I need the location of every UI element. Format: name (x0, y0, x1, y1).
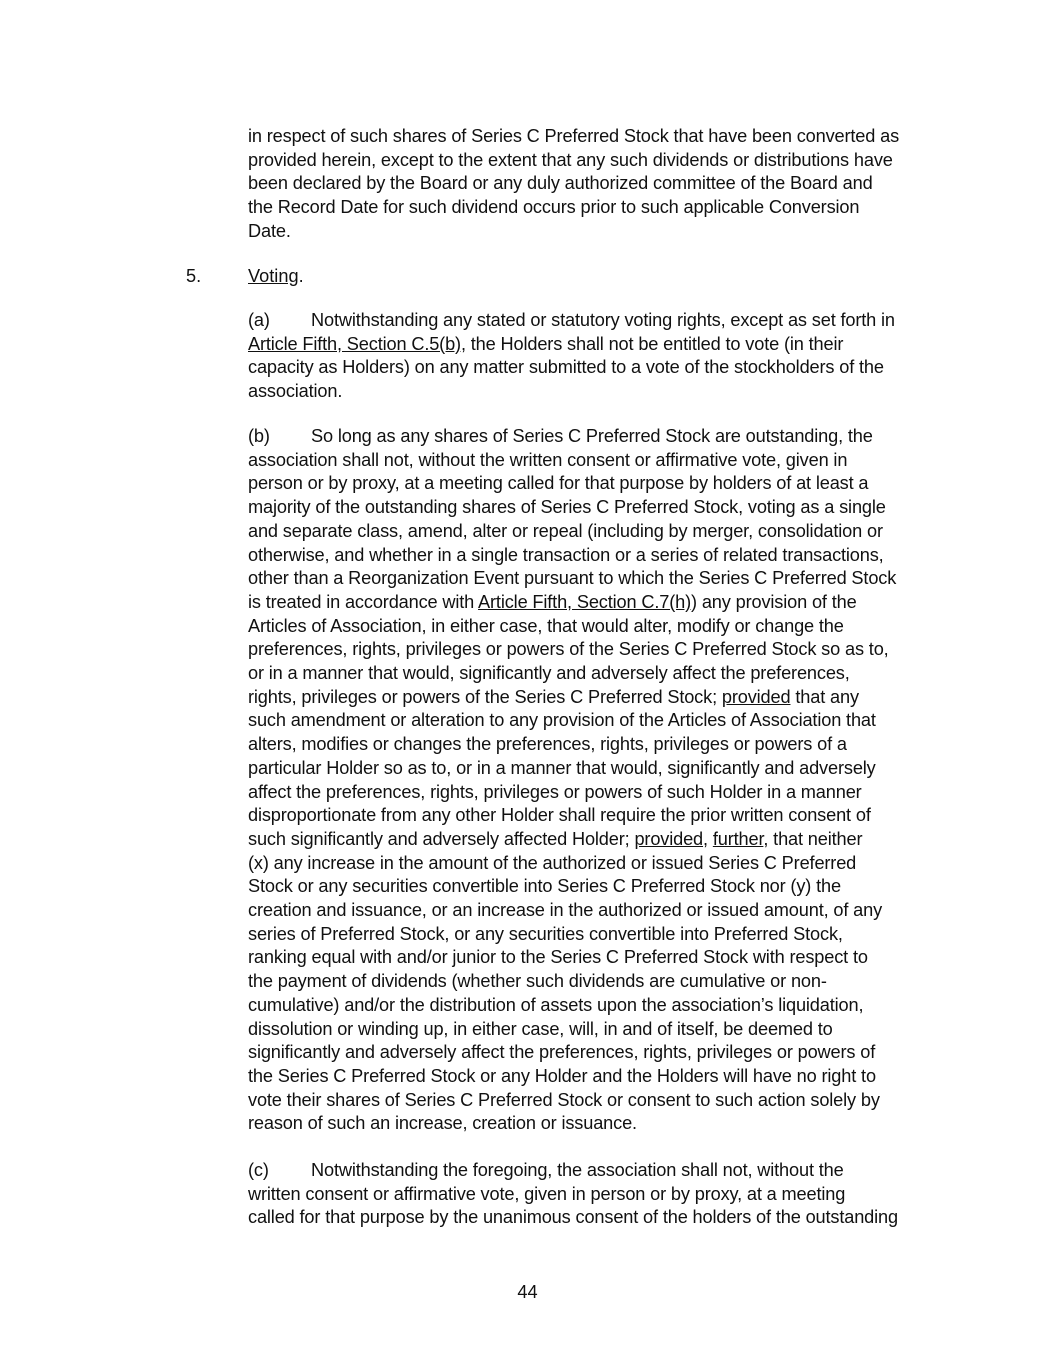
paragraph-label: (a) (248, 310, 270, 330)
text-span: rights, privileges or powers of the Series C Preferred Stock; (248, 686, 722, 707)
text-line: series of Preferred Stock, or any securities convertible into Preferred Stock, (248, 923, 843, 944)
text-line: vote their shares of Series C Preferred Stock or consent to such action solely by (248, 1089, 880, 1110)
text-span: , (703, 828, 713, 849)
text-line: the Series C Preferred Stock or any Holder and the Holders will have no right to (248, 1065, 876, 1086)
paragraph-b (248, 425, 938, 1136)
text-line (248, 425, 938, 449)
text-line: majority of the outstanding shares of Series C Preferred Stock, voting as a single (248, 497, 886, 518)
text-line: Date. (248, 220, 291, 241)
text-line (248, 591, 938, 615)
text-line: and separate class, amend, alter or repeal (including by merger, consolidation or (248, 520, 883, 541)
text-line: otherwise, and whether in a single transaction or a series of related transactions, (248, 544, 884, 565)
text-line: such amendment or alteration to any provision of the Articles of Association that (248, 710, 876, 731)
text-line: particular Holder so as to, or in a manner that would, significantly and adversely (248, 757, 876, 778)
text-line: written consent or affirmative vote, given in person or by proxy, at a meeting (248, 1183, 846, 1204)
text-line (248, 333, 938, 357)
text-span: , that neither (763, 828, 863, 849)
text-line: other than a Reorganization Event pursuant to which the Series C Preferred Stock (248, 568, 897, 589)
text-line: the payment of dividends (whether such dividends are cumulative or non- (248, 971, 827, 992)
intro-paragraph (248, 125, 938, 244)
text-line: association shall not, without the written consent or affirmative vote, given in (248, 449, 848, 470)
text-line: ranking equal with and/or junior to the Series C Preferred Stock with respect to (248, 947, 868, 968)
text-span: is treated in accordance with (248, 591, 479, 612)
section-title: Voting (248, 266, 299, 286)
text-line: Stock or any securities convertible into Series C Preferred Stock nor (y) the (248, 876, 841, 897)
section-number: 5. (186, 266, 202, 286)
text-span: Notwithstanding the foregoing, the association shall not, without the (311, 1160, 844, 1180)
text-line: affect the preferences, rights, privileges or powers of such Holder in a manner (248, 781, 862, 802)
text-line: provided herein, except to the extent that any such dividends or distributions have (248, 149, 893, 170)
page-number: 44 (517, 1282, 538, 1302)
section-title-suffix: . (298, 266, 304, 286)
text-line (248, 309, 938, 333)
paragraph-a (248, 309, 938, 404)
text-line: reason of such an increase, creation or issuance. (248, 1113, 637, 1134)
text-line (248, 828, 938, 852)
paragraph-label: (b) (248, 426, 270, 446)
paragraph-label: (c) (248, 1160, 269, 1180)
text-span: So long as any shares of Series C Preferred Stock are outstanding, the (311, 426, 873, 446)
text-line: dissolution or winding up, in either case, will, in and of itself, be deemed to (248, 1018, 833, 1039)
text-span: ) any provision of the (691, 591, 857, 612)
cross-reference: Article Fifth, Section C.7(h) (478, 591, 692, 612)
paragraph-c (248, 1159, 938, 1230)
text-line: alters, modifies or changes the preferences, rights, privileges or powers of a (248, 734, 847, 755)
text-line: person or by proxy, at a meeting called for that purpose by holders of at least a (248, 473, 869, 494)
text-line: creation and issuance, or an increase in the authorized or issued amount, of any (248, 900, 883, 921)
text-line (248, 686, 938, 710)
text-line: association. (248, 381, 343, 402)
underlined-term: further (712, 828, 764, 849)
text-line: been declared by the Board or any duly authorized committee of the Board and (248, 173, 873, 194)
text-span: , the Holders shall not be entitled to vote (in their (460, 333, 844, 354)
underlined-term: provided (634, 828, 704, 849)
text-line: called for that purpose by the unanimous consent of the holders of the outstanding (248, 1207, 898, 1228)
text-span: that any (790, 686, 859, 707)
section-heading (248, 265, 304, 289)
text-line (248, 1159, 938, 1183)
text-span: Notwithstanding any stated or statutory voting rights, except as set forth in (311, 310, 895, 330)
cross-reference: Article Fifth, Section C.5(b) (248, 333, 461, 354)
text-line: capacity as Holders) on any matter submitted to a vote of the stockholders of the (248, 357, 884, 378)
text-line: in respect of such shares of Series C Preferred Stock that have been converted as (248, 126, 900, 146)
text-line: (x) any increase in the amount of the authorized or issued Series C Preferred (248, 852, 857, 873)
underlined-term: provided (721, 686, 791, 707)
text-line: Articles of Association, in either case, that would alter, modify or change the (248, 615, 844, 636)
text-span: such significantly and adversely affected Holder; (248, 828, 635, 849)
text-line: disproportionate from any other Holder shall require the prior written consent of (248, 805, 871, 826)
text-line: the Record Date for such dividend occurs prior to such applicable Conversion (248, 197, 860, 218)
text-line: significantly and adversely affect the preferences, rights, privileges or powers of (248, 1042, 876, 1063)
text-line: cumulative) and/or the distribution of assets upon the association’s liquidation, (248, 994, 864, 1015)
text-line: or in a manner that would, significantly and adversely affect the preferences, (248, 663, 850, 684)
text-line: preferences, rights, privileges or powers of the Series C Preferred Stock so as to, (248, 639, 889, 660)
